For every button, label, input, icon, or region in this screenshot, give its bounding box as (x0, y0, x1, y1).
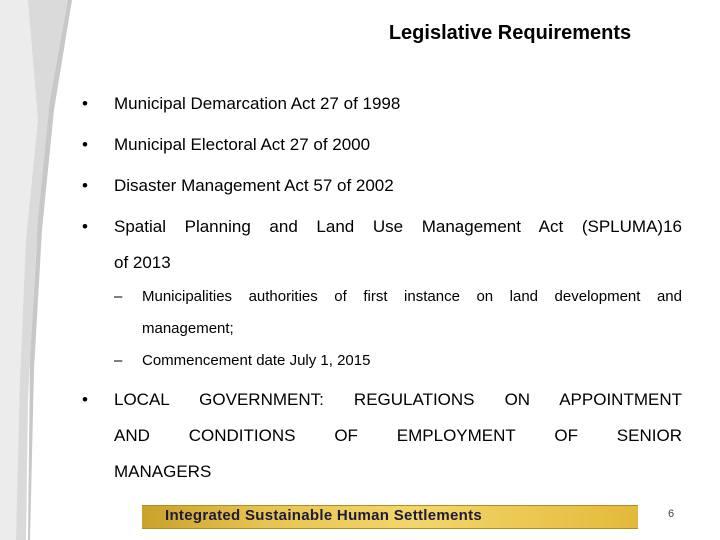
sub-bullet-text: Commencement date July 1, 2015 (142, 352, 371, 369)
bullet-marker: • (82, 94, 88, 113)
sub-bullet-text-line: management; (142, 320, 234, 337)
bullet-marker: • (82, 176, 88, 195)
bullet-text-line: Spatial Planning and Land Use Management Act (SPLUMA)16 (114, 217, 682, 236)
bullet-text-line: MANAGERS (114, 462, 212, 481)
bullet-text-line: LOCAL GOVERNMENT: REGULATIONS ON APPOINTMENT (114, 390, 682, 409)
bullet-item (82, 168, 682, 204)
sub-bullet-marker: – (114, 288, 123, 305)
sub-bullet-item (82, 345, 682, 377)
bullet-text: Municipal Demarcation Act 27 of 1998 (114, 94, 401, 113)
bullet-item (82, 382, 682, 490)
sub-bullet-text-line: Municipalities authorities of first instance on land development and (142, 288, 682, 305)
footer-banner-text: Integrated Sustainable Human Settlements (165, 507, 483, 524)
bullet-item (82, 209, 682, 281)
bullet-marker: • (82, 135, 88, 154)
page-number: 6 (668, 508, 675, 520)
sub-bullet-marker: – (114, 352, 123, 369)
bullet-text: Municipal Electoral Act 27 of 2000 (114, 135, 371, 154)
bullet-item (82, 127, 682, 163)
slide-title: Legislative Requirements (388, 22, 632, 44)
bullet-text: Disaster Management Act 57 of 2002 (114, 176, 394, 195)
sub-bullet-item (82, 281, 682, 345)
bullet-text-line: AND CONDITIONS OF EMPLOYMENT OF SENIOR (114, 426, 682, 445)
bullet-marker: • (82, 390, 88, 409)
bullet-text-line: of 2013 (114, 253, 171, 272)
slide-content (82, 86, 682, 490)
bullet-marker: • (82, 217, 88, 236)
bullet-item (82, 86, 682, 122)
